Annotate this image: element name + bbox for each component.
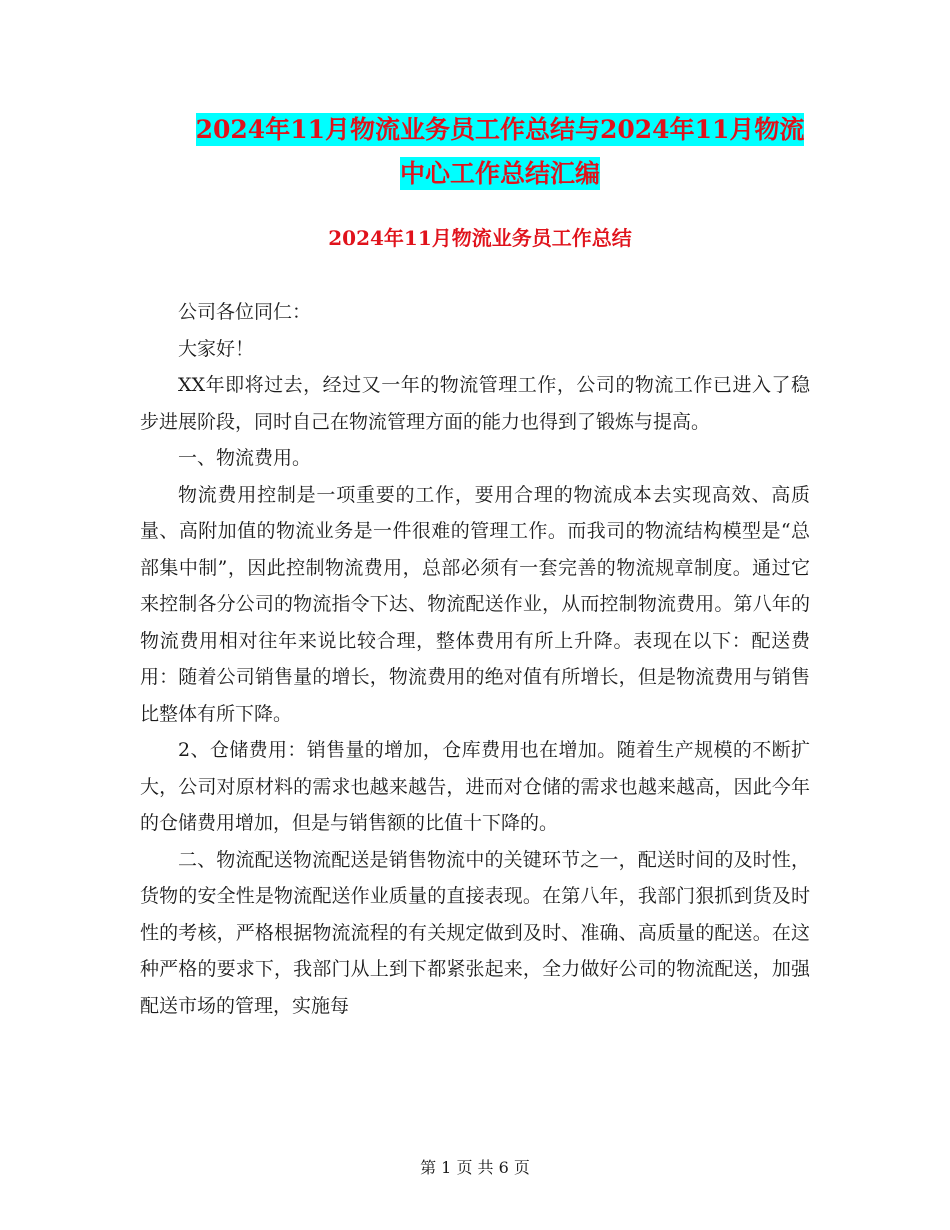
paragraph-cost-control: 物流费用控制是一项重要的工作，要用合理的物流成本去实现高效、高质量、高附加值的物流业务是一件很难的管理工作。而我司的物流结构模型是“总部集中制”，因此控制物流费用，总部必须有一套完善的物流规章制度。通过它来控制各分公司的物流指令下达、物流配送作业，从而控制物流费用。第八年的物流费用相对往年来说比较合理，整体费用有所上升降。表现在以下：配送费用：随着公司销售量的增长，物流费用的绝对值有所增长，但是物流费用与销售比整体有所下降。: [140, 483, 810, 725]
greeting: 大家好！: [178, 337, 255, 360]
paragraph-distribution: 二、物流配送物流配送是销售物流中的关键环节之一，配送时间的及时性，货物的安全性是物流配送作业质量的直接表现。在第八年，我部门狠抓到货及时性的考核，严格根据物流流程的有关规定做到及时、准确、高质量的配送。在这种严格的要求下，我部门从上到下都紧张起来，全力做好公司的物流配送，加强配送市场的管理，实施每: [140, 848, 810, 1017]
document-title-line-1: 2024年11月物流业务员工作总结与2024年11月物流: [195, 115, 805, 144]
document-title: [150, 108, 850, 196]
paragraph-storage-cost: 2、仓储费用：销售量的增加，仓库费用也在增加。随着生产规模的不断扩大，公司对原材料的需求也越来越告，进而对仓储的需求也越来越高，因此今年的仓储费用增加，但是与销售额的比值十下降的。: [140, 739, 810, 834]
document-title-line-2: 中心工作总结汇编: [399, 159, 600, 188]
section-title: 2024年11月物流业务员工作总结: [328, 226, 632, 250]
paragraph-intro: XX年即将过去，经过又一年的物流管理工作，公司的物流工作已进入了稳步进展阶段，同时自己在物流管理方面的能力也得到了锻炼与提高。: [140, 374, 810, 433]
document-body: [140, 294, 810, 1024]
salutation: 公司各位同仁：: [178, 301, 312, 323]
page-footer: 第 1 页 共 6 页: [420, 1158, 530, 1177]
heading-logistics-cost: 一、物流费用。: [178, 447, 312, 469]
